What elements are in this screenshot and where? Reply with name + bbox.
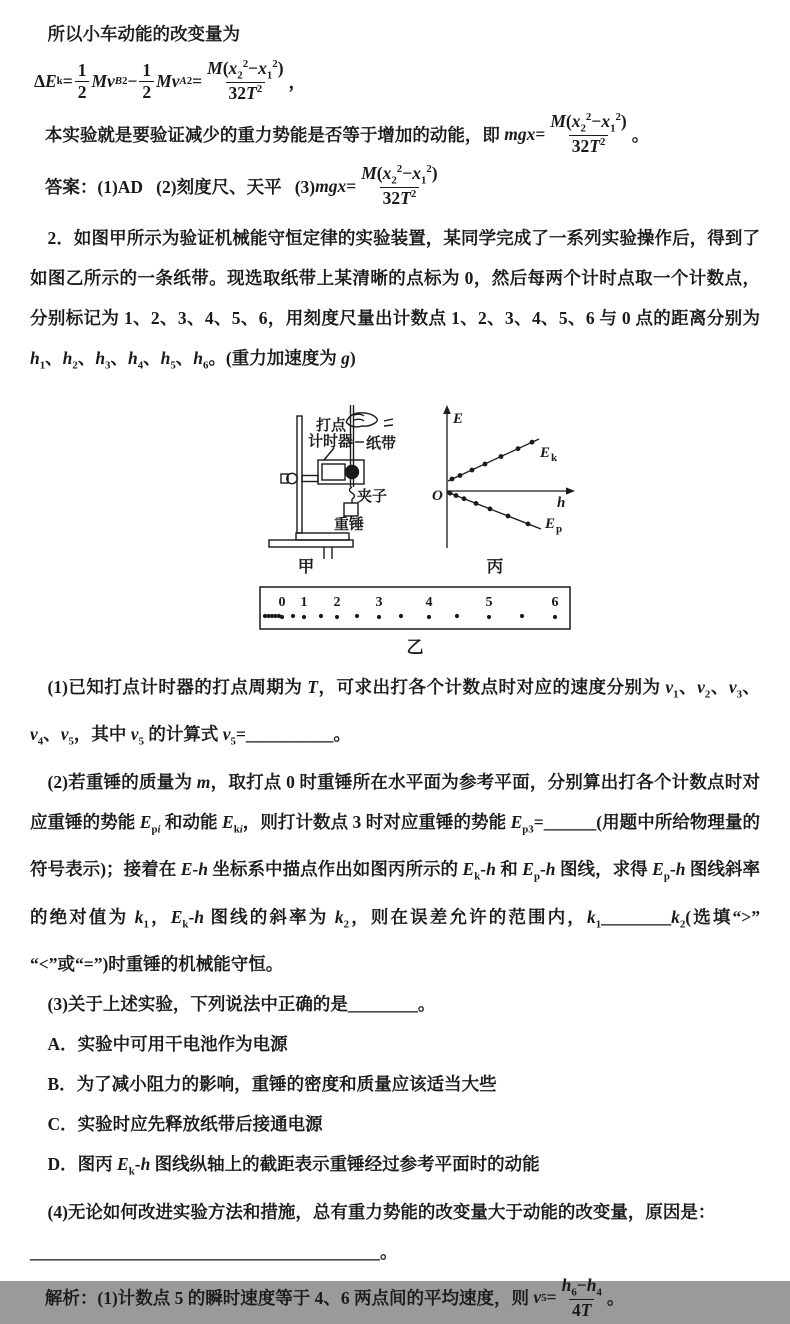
tape-dot bbox=[319, 613, 323, 617]
question-2-intro: 2．如图甲所示为验证机械能守恒定律的实验装置，某同学完成了一系列实验操作后，得到了如图乙所示的一条纸带。现选取纸带上某清晰的点标为 0，然后每两个计时点取一个计数点，分别标记为 1、2、3、4、5、6，用刻度尺量出计数点 1、2、3、4、5、6 与 0 点的距离分别为 $h_1$、$h_2$、$h_3$、$h_4$、$h_5$、$h_6$。(重力加速度为 g) bbox=[30, 228, 760, 372]
tape-caption: 乙 bbox=[406, 637, 424, 657]
hand-mark bbox=[384, 419, 393, 421]
question-part4-blank: ________________________________________。 bbox=[30, 1241, 398, 1262]
tape-point-number: 4 bbox=[425, 594, 433, 610]
para-lead: 所以小车动能的改变量为 bbox=[47, 24, 240, 44]
ek-curve-label: E bbox=[540, 444, 551, 461]
tape-dot bbox=[455, 613, 459, 617]
tape-point-number: 0 bbox=[278, 594, 286, 610]
tape-counting-point bbox=[280, 614, 284, 618]
tape-counting-point bbox=[487, 614, 491, 618]
apparatus-figure-jia bbox=[266, 400, 424, 580]
analysis-line: 解析： (1)计数点 5 的瞬时速度等于 4、6 两点间的平均速度，则 v 5 = $\frac{h_6-h_4}{4T}$ 。 bbox=[44, 1274, 625, 1320]
tape-counting-point bbox=[302, 614, 306, 618]
paper-tape-figure-yi bbox=[259, 586, 571, 630]
hand-finger bbox=[354, 414, 364, 416]
timer-label-line2: 计时器 bbox=[308, 433, 354, 450]
ep-data-point bbox=[488, 506, 493, 511]
tape-dot bbox=[291, 613, 295, 617]
question-part3: (3)关于上述实验，下列说法中正确的是________。 bbox=[47, 994, 436, 1014]
ep-data-point bbox=[462, 496, 467, 501]
ek-data-point bbox=[458, 473, 463, 478]
table-top bbox=[269, 540, 353, 547]
ek-data-point bbox=[450, 476, 455, 481]
stand-base-plate bbox=[296, 533, 349, 540]
clamp-label: 夹子 bbox=[357, 488, 388, 505]
ek-data-point bbox=[516, 446, 521, 451]
origin-label: O bbox=[432, 487, 443, 504]
timer-label-line1: 打点 bbox=[316, 417, 347, 434]
e-axis-arrow bbox=[443, 405, 451, 414]
ep-data-point bbox=[474, 501, 479, 506]
tape-dot bbox=[399, 613, 403, 617]
question-part1: (1)已知打点计时器的打点周期为 T，可求出打各个计数点时对应的速度分别为 $v_1$、$v_2$、$v_3$、$v_4$、$v_5$，其中 $v_5$ 的计算式 $v_5=\_\_\_\_\_\_\_\_\_\_$。 bbox=[30, 676, 761, 748]
tape-point-number: 2 bbox=[333, 594, 341, 610]
question-part2: (2)若重锤的质量为 m，取打点 0 时重锤所在水平面为参考平面，分别算出打各个计数点时对应重锤的势能 $E_{pi}$ 和动能 $E_{ki}$，则打计数点 3 时对应重锤的势能 $E_{p3}=\_\_\_\_\_\_$(用题中所给物理量的符号表示)；接着在 E-h 坐标系中描点作出如图丙所示的 $E_k-h$ 和 $E_p-h$ 图线，求得 $E_p-h$ 图线斜率的绝对值为 $k_1$，$E_k-h$ 图线的斜率为 $k_2$，则在误差允许的范围内，$k_1\_\_\_\_\_\_\_\_k_2$(选填“>” “<”或“=”)时重锤的机械能守恒。 bbox=[30, 771, 761, 974]
ep-data-point bbox=[526, 521, 531, 526]
option-c: C．实验时应先释放纸带后接通电源 bbox=[47, 1114, 323, 1134]
option-a: A．实验中可用干电池作为电源 bbox=[47, 1034, 288, 1054]
formula-delta-ek: Δ E k = $\frac{1}{2}$ M v B 2 − $\frac{1}{2}$ M v A 2 = $\frac{M(x_2^2-x_1^2)}{32T^2}$ ， bbox=[34, 58, 307, 104]
ep-data-point bbox=[506, 513, 511, 518]
weight-label: 重锤 bbox=[334, 516, 365, 533]
question-part4: (4)无论如何改进实验方法和措施，总有重力势能的改变量大于动能的改变量，原因是： bbox=[47, 1201, 716, 1222]
h-axis-arrow bbox=[566, 487, 575, 494]
tape-dot bbox=[520, 613, 524, 617]
figure-caption-bing: 丙 bbox=[486, 556, 504, 576]
hand-mark bbox=[384, 425, 393, 426]
tape-point-number: 6 bbox=[551, 594, 559, 610]
ek-data-point bbox=[499, 454, 504, 459]
e-axis-label: E bbox=[453, 410, 464, 427]
fraction: $\frac{h_6-h_4}{4T}$ bbox=[561, 1274, 602, 1320]
tape-counting-point bbox=[335, 614, 339, 618]
tape-point-number: 1 bbox=[300, 594, 308, 610]
timer-window bbox=[322, 464, 345, 480]
ep-curve-label-sub: p bbox=[556, 522, 563, 535]
figure-caption-jia: 甲 bbox=[297, 556, 315, 576]
tape-label: 纸带 bbox=[366, 435, 397, 452]
fraction: $\frac{M(x_2^2-x_1^2)}{32T^2}$ bbox=[550, 111, 627, 157]
tape-dot bbox=[355, 613, 359, 617]
hand-finger bbox=[354, 419, 364, 421]
fraction: $\frac{1}{2}$ bbox=[139, 60, 154, 101]
fraction: $\frac{1}{2}$ bbox=[75, 60, 90, 101]
para-verify: 本实验就是要验证减少的重力势能是否等于增加的动能，即 mgx = $\frac{M(x_2^2-x_1^2)}{32T^2}$ 。 bbox=[44, 111, 650, 157]
stand-rod bbox=[297, 416, 302, 533]
answer-line: 答案： (1)AD (2)刻度尺、天平 (3) mgx = $\frac{M(x_2^2-x_1^2)}{32T^2}$ bbox=[30, 160, 760, 212]
ek-data-point bbox=[530, 439, 535, 444]
tape-point-number: 5 bbox=[485, 594, 493, 610]
tape-counting-point bbox=[553, 614, 557, 618]
tape-figure-wrap bbox=[219, 586, 571, 661]
clamp-hook bbox=[350, 487, 355, 499]
clamp-arm bbox=[302, 475, 318, 481]
tape-point-number: 3 bbox=[375, 594, 383, 610]
h-axis-label: h bbox=[557, 494, 566, 511]
ep-data-point bbox=[454, 493, 459, 498]
ek-curve-label-sub: k bbox=[551, 451, 558, 464]
option-b: B．为了减小阻力的影响，重锤的密度和质量应该适当大些 bbox=[47, 1074, 497, 1094]
fraction: $\frac{M(x_2^2-x_1^2)}{32T^2}$ bbox=[361, 163, 438, 209]
option-d: D．图丙 $E_k-h$ 图线纵轴上的截距表示重锤经过参考平面时的动能 bbox=[47, 1154, 540, 1178]
figure-row bbox=[266, 400, 760, 580]
timer-wheel bbox=[346, 465, 359, 478]
energy-graph-figure-bing bbox=[428, 400, 590, 580]
ek-data-point bbox=[470, 467, 475, 472]
tape-counting-point bbox=[427, 614, 431, 618]
ep-curve-label: E bbox=[545, 515, 556, 532]
ek-data-point bbox=[483, 461, 488, 466]
fraction: $\frac{M(x_2^2-x_1^2)}{32T^2}$ bbox=[207, 58, 284, 104]
weight-block bbox=[344, 503, 358, 516]
tape-counting-point bbox=[377, 614, 381, 618]
ep-data-point bbox=[448, 490, 453, 495]
